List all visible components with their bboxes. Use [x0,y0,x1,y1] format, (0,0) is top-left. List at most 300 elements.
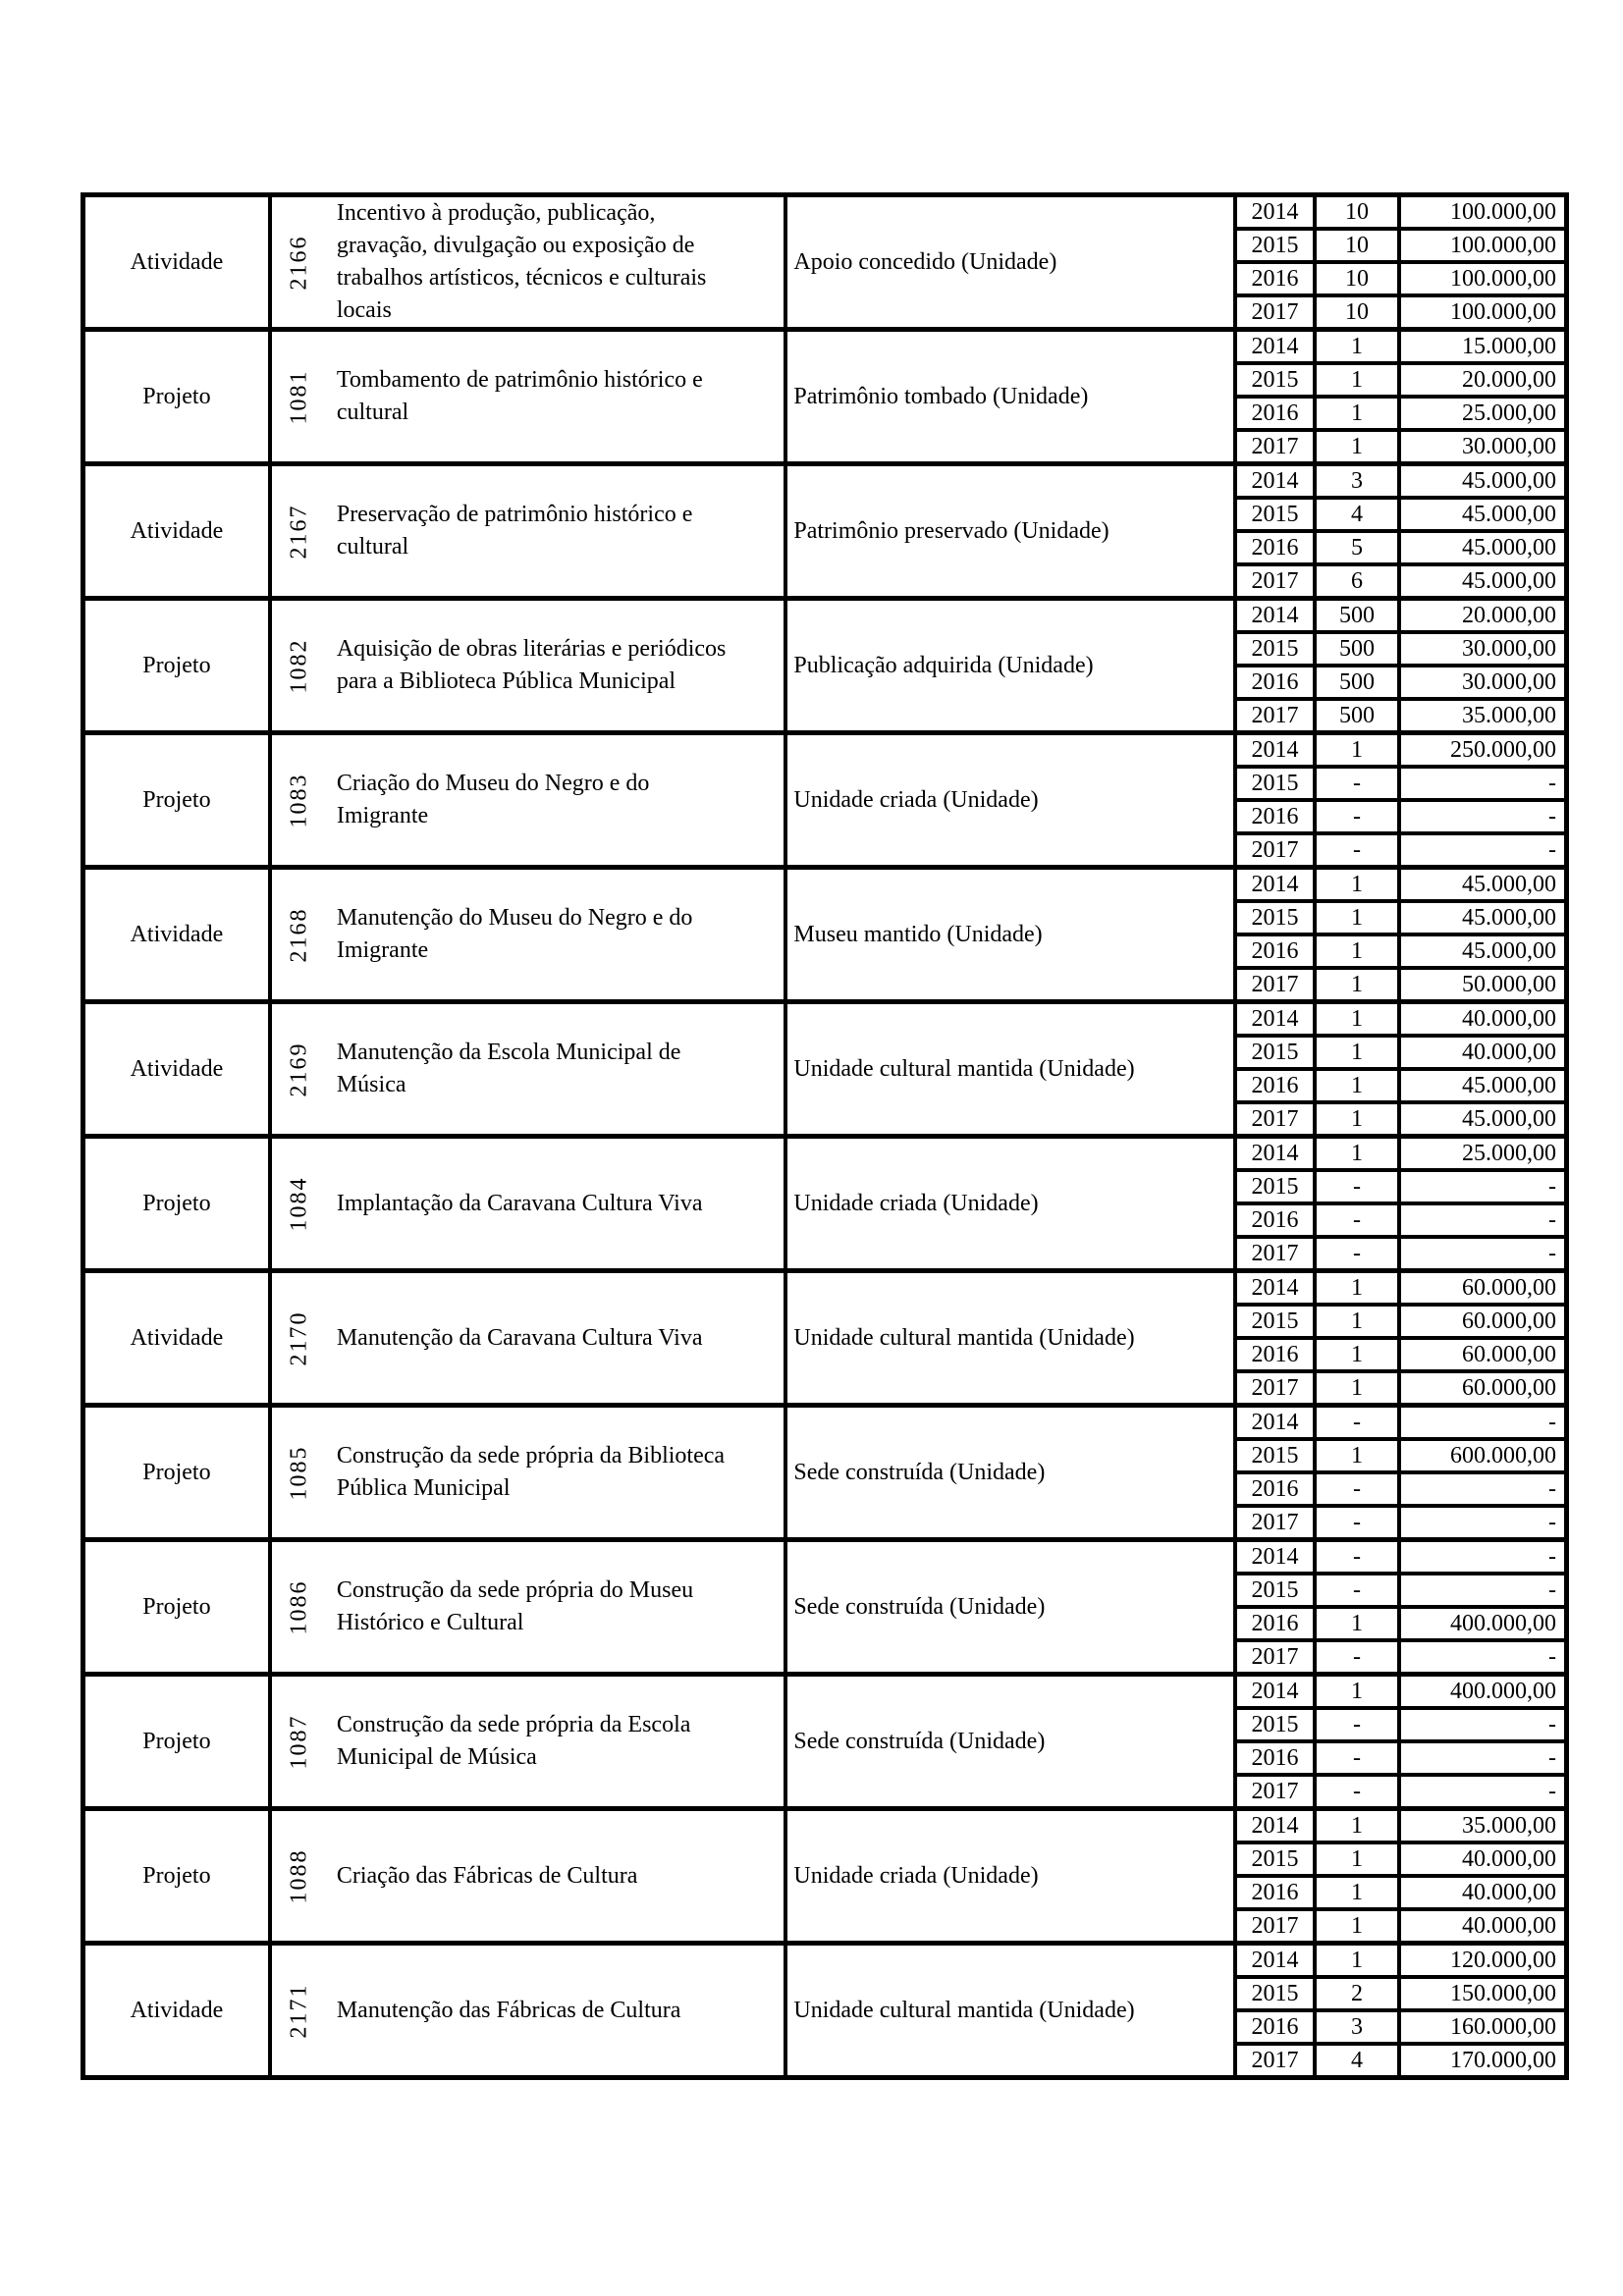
type-cell: Atividade [85,197,272,327]
description-line: gravação, divulgação ou exposição de [336,233,695,258]
year-subrow [1237,1811,1564,1844]
value-cell: 45.000,00 [1462,468,1556,494]
quantity-cell: - [1317,1642,1401,1672]
quantity-cell: 1 [1317,1911,1401,1941]
year-value-grid [1237,1408,1564,1537]
description-cell [327,1440,784,1505]
year-value-grid [1237,197,1564,327]
year-cell: 2016 [1237,533,1317,562]
code-description-cell [272,1408,788,1537]
description-cell [327,1709,784,1774]
quantity-cell: 1 [1317,1340,1401,1369]
table-row [85,1946,1564,2075]
value-cell: 400.000,00 [1450,1679,1556,1704]
action-code-text: 1081 [286,369,312,424]
description-line: Criação do Museu do Negro e do [336,771,650,796]
year-subrow [1237,264,1564,297]
quantity-cell: 500 [1317,667,1401,697]
description-line: Imigrante [336,803,429,828]
year-subrow [1237,1609,1564,1642]
description-line: Música [336,1072,406,1097]
year-cell: 2014 [1237,1811,1317,1841]
quantity-cell: 1 [1317,399,1401,428]
value-cell: - [1548,804,1556,829]
year-cell: 2017 [1237,1239,1317,1268]
year-subrow [1237,1542,1564,1575]
year-value-grid [1237,1542,1564,1672]
code-description-cell [272,1004,788,1134]
year-cell: 2016 [1237,2012,1317,2042]
description-line: Manutenção da Caravana Cultura Viva [336,1324,703,1351]
year-subrow [1237,1979,1564,2012]
description-line: Construção da sede própria do Museu [336,1577,694,1603]
code-description-cell [272,1139,788,1268]
year-cell: 2014 [1237,332,1317,361]
value-cell: 45.000,00 [1462,938,1556,964]
year-subrow [1237,1038,1564,1071]
year-subrow [1237,1677,1564,1710]
type-cell: Projeto [85,1139,272,1268]
quantity-cell: - [1317,1408,1401,1437]
type-cell: Projeto [85,1542,272,1672]
year-subrow [1237,769,1564,802]
code-description-cell [272,735,788,865]
table-row [85,1273,1564,1408]
value-cell: 170.000,00 [1450,2048,1556,2073]
description-line: Aquisição de obras literárias e periódicos [336,636,727,662]
quantity-cell: 1 [1317,1677,1401,1706]
year-cell: 2017 [1237,1508,1317,1537]
year-cell: 2015 [1237,634,1317,664]
description-cell [327,1037,784,1101]
value-cell: 50.000,00 [1462,972,1556,997]
description-line: para a Biblioteca Pública Municipal [336,668,676,694]
action-code-text: 1082 [286,638,312,693]
action-code [272,332,327,461]
year-subrow [1237,197,1564,231]
action-code-text: 2168 [286,907,312,962]
year-cell: 2016 [1237,1474,1317,1504]
description-line: Incentivo à produção, publicação, [336,200,656,226]
year-cell: 2016 [1237,1071,1317,1100]
indicator-cell: Publicação adquirida (Unidade) [787,601,1237,730]
type-cell: Projeto [85,332,272,461]
year-cell: 2014 [1237,870,1317,899]
year-subrow [1237,634,1564,667]
table-row [85,1004,1564,1139]
year-subrow [1237,500,1564,533]
year-value-grid [1237,735,1564,865]
year-subrow [1237,1474,1564,1508]
year-subrow [1237,1743,1564,1777]
year-value-grid [1237,1677,1564,1806]
year-subrow [1237,399,1564,432]
quantity-cell: 1 [1317,870,1401,899]
description-cell [327,1995,784,2027]
action-code [272,601,327,730]
table-row [85,1408,1564,1542]
quantity-cell: 5 [1317,533,1401,562]
description-cell [327,633,784,698]
year-subrow [1237,1172,1564,1205]
action-code-text: 1084 [286,1176,312,1231]
quantity-cell: 4 [1317,500,1401,529]
type-cell: Atividade [85,1273,272,1403]
value-cell: - [1548,1644,1556,1670]
year-cell: 2017 [1237,1777,1317,1806]
year-cell: 2015 [1237,1979,1317,2008]
year-subrow [1237,667,1564,701]
value-cell: 40.000,00 [1462,1880,1556,1905]
action-code-text: 1085 [286,1445,312,1500]
year-cell: 2015 [1237,1441,1317,1470]
code-description-cell [272,332,788,461]
action-code [272,1408,327,1537]
year-cell: 2015 [1237,1038,1317,1067]
value-cell: 100.000,00 [1450,199,1556,225]
value-cell: 60.000,00 [1462,1342,1556,1367]
indicator-cell: Sede construída (Unidade) [787,1677,1237,1806]
year-subrow [1237,1004,1564,1038]
action-code [272,197,327,327]
year-cell: 2015 [1237,1844,1317,1874]
year-cell: 2015 [1237,1710,1317,1739]
action-code-text: 1086 [286,1579,312,1634]
year-value-grid [1237,870,1564,999]
quantity-cell: - [1317,1172,1401,1201]
quantity-cell: 1 [1317,1071,1401,1100]
quantity-cell: - [1317,835,1401,865]
value-cell: 20.000,00 [1462,367,1556,393]
value-cell: - [1548,771,1556,796]
year-subrow [1237,2046,1564,2075]
year-cell: 2015 [1237,231,1317,260]
year-cell: 2015 [1237,1307,1317,1336]
quantity-cell: 6 [1317,566,1401,596]
year-cell: 2014 [1237,1408,1317,1437]
action-code [272,1004,327,1134]
indicator-cell: Apoio concedido (Unidade) [787,197,1237,327]
year-cell: 2014 [1237,1004,1317,1034]
quantity-cell: 1 [1317,332,1401,361]
table-row [85,601,1564,735]
year-cell: 2016 [1237,1743,1317,1773]
value-cell: 60.000,00 [1462,1275,1556,1301]
year-cell: 2014 [1237,735,1317,765]
year-value-grid [1237,1811,1564,1941]
year-cell: 2016 [1237,1609,1317,1638]
year-cell: 2014 [1237,601,1317,630]
quantity-cell: 1 [1317,1307,1401,1336]
year-cell: 2014 [1237,1139,1317,1168]
value-cell: - [1548,1174,1556,1200]
description-line: Implantação da Caravana Cultura Viva [336,1190,703,1216]
quantity-cell: - [1317,1474,1401,1504]
quantity-cell: 4 [1317,2046,1401,2075]
code-description-cell [272,1677,788,1806]
value-cell: 100.000,00 [1450,266,1556,292]
value-cell: 40.000,00 [1462,1040,1556,1065]
year-cell: 2017 [1237,1642,1317,1672]
description-line: Imigrante [336,937,429,963]
year-cell: 2016 [1237,399,1317,428]
value-cell: 45.000,00 [1462,1073,1556,1098]
value-cell: 600.000,00 [1450,1443,1556,1468]
indicator-cell: Unidade criada (Unidade) [787,1811,1237,1941]
year-cell: 2015 [1237,903,1317,933]
year-cell: 2016 [1237,264,1317,294]
indicator-cell: Unidade cultural mantida (Unidade) [787,1004,1237,1134]
value-cell: 25.000,00 [1462,400,1556,426]
value-cell: 15.000,00 [1462,334,1556,359]
quantity-cell: 500 [1317,601,1401,630]
year-subrow [1237,1340,1564,1373]
quantity-cell: - [1317,1710,1401,1739]
quantity-cell: 500 [1317,634,1401,664]
quantity-cell: 1 [1317,1373,1401,1403]
type-cell: Projeto [85,1408,272,1537]
quantity-cell: 10 [1317,264,1401,294]
type-cell: Projeto [85,1677,272,1806]
year-value-grid [1237,332,1564,461]
type-cell: Atividade [85,466,272,596]
year-cell: 2015 [1237,500,1317,529]
value-cell: 35.000,00 [1462,703,1556,728]
action-code-text: 1088 [286,1848,312,1903]
year-cell: 2017 [1237,1911,1317,1941]
action-code [272,1139,327,1268]
type-cell: Projeto [85,1811,272,1941]
quantity-cell: 3 [1317,2012,1401,2042]
action-code [272,1273,327,1403]
year-subrow [1237,1508,1564,1537]
year-value-grid [1237,1946,1564,2075]
action-code-text: 2170 [286,1310,312,1365]
year-subrow [1237,1946,1564,1979]
quantity-cell: 1 [1317,1139,1401,1168]
table-row [85,466,1564,601]
quantity-cell: 1 [1317,903,1401,933]
description-cell [327,1322,784,1355]
quantity-cell: 500 [1317,701,1401,730]
description-line: Tombamento de patrimônio histórico e [336,367,703,393]
year-subrow [1237,533,1564,566]
indicator-cell: Sede construída (Unidade) [787,1542,1237,1672]
action-code [272,870,327,999]
value-cell: 250.000,00 [1450,737,1556,763]
action-code-text: 1087 [286,1714,312,1769]
year-cell: 2014 [1237,1677,1317,1706]
year-value-grid [1237,1004,1564,1134]
year-cell: 2017 [1237,566,1317,596]
description-line: cultural [336,534,409,560]
indicator-cell: Unidade criada (Unidade) [787,735,1237,865]
year-subrow [1237,1205,1564,1239]
year-subrow [1237,1307,1564,1340]
year-cell: 2017 [1237,297,1317,327]
quantity-cell: 10 [1317,297,1401,327]
year-subrow [1237,701,1564,730]
year-subrow [1237,1878,1564,1911]
year-cell: 2017 [1237,432,1317,461]
value-cell: 160.000,00 [1450,2014,1556,2040]
value-cell: 40.000,00 [1462,1006,1556,1032]
year-subrow [1237,1844,1564,1878]
type-cell: Atividade [85,1004,272,1134]
value-cell: - [1548,1712,1556,1737]
quantity-cell: 1 [1317,1004,1401,1034]
action-code-text: 2166 [286,235,312,290]
quantity-cell: - [1317,1542,1401,1572]
value-cell: - [1548,1577,1556,1603]
description-line: trabalhos artísticos, técnicos e culturais [336,265,707,291]
value-cell: 35.000,00 [1462,1813,1556,1839]
value-cell: 60.000,00 [1462,1308,1556,1334]
year-subrow [1237,1575,1564,1609]
budget-actions-table [81,192,1569,2080]
quantity-cell: 1 [1317,1811,1401,1841]
quantity-cell: 1 [1317,365,1401,395]
description-line: Manutenção do Museu do Negro e do [336,905,693,931]
type-cell: Projeto [85,735,272,865]
quantity-cell: 1 [1317,1038,1401,1067]
table-row [85,735,1564,870]
year-value-grid [1237,1139,1564,1268]
year-cell: 2016 [1237,1340,1317,1369]
description-cell [327,197,784,327]
year-cell: 2015 [1237,1172,1317,1201]
quantity-cell: - [1317,802,1401,831]
value-cell: 120.000,00 [1450,1948,1556,1973]
year-subrow [1237,735,1564,769]
indicator-cell: Patrimônio tombado (Unidade) [787,332,1237,461]
code-description-cell [272,197,788,327]
value-cell: - [1548,1241,1556,1266]
quantity-cell: 1 [1317,936,1401,966]
quantity-cell: 2 [1317,1979,1401,2008]
table-row [85,1811,1564,1946]
type-cell: Atividade [85,1946,272,2075]
quantity-cell: - [1317,769,1401,798]
description-cell [327,364,784,429]
year-cell: 2017 [1237,2046,1317,2075]
value-cell: 30.000,00 [1462,669,1556,695]
year-cell: 2014 [1237,197,1317,227]
year-cell: 2016 [1237,802,1317,831]
year-subrow [1237,936,1564,970]
year-subrow [1237,835,1564,865]
year-subrow [1237,903,1564,936]
indicator-cell: Unidade cultural mantida (Unidade) [787,1946,1237,2075]
quantity-cell: - [1317,1575,1401,1605]
year-subrow [1237,332,1564,365]
year-cell: 2016 [1237,1878,1317,1907]
year-value-grid [1237,601,1564,730]
year-cell: 2014 [1237,1273,1317,1303]
year-subrow [1237,601,1564,634]
year-cell: 2017 [1237,701,1317,730]
value-cell: 45.000,00 [1462,1106,1556,1132]
value-cell: - [1548,1779,1556,1804]
quantity-cell: 10 [1317,231,1401,260]
description-line: Manutenção das Fábricas de Cultura [336,1997,681,2023]
action-code [272,1811,327,1941]
description-line: Histórico e Cultural [336,1610,524,1635]
value-cell: 45.000,00 [1462,502,1556,527]
year-subrow [1237,1071,1564,1104]
action-code-text: 2167 [286,504,312,559]
quantity-cell: 3 [1317,466,1401,496]
table-row [85,870,1564,1004]
year-subrow [1237,466,1564,500]
value-cell: 20.000,00 [1462,603,1556,628]
year-cell: 2014 [1237,1946,1317,1975]
description-line: Criação das Fábricas de Cultura [336,1862,638,1889]
action-code [272,1677,327,1806]
value-cell: 45.000,00 [1462,568,1556,594]
table-row [85,197,1564,332]
description-line: Pública Municipal [336,1475,511,1501]
value-cell: - [1548,1745,1556,1771]
table-row [85,1139,1564,1273]
year-cell: 2017 [1237,1104,1317,1134]
indicator-cell: Sede construída (Unidade) [787,1408,1237,1537]
action-code-text: 2169 [286,1041,312,1096]
value-cell: 25.000,00 [1462,1141,1556,1166]
year-cell: 2017 [1237,970,1317,999]
value-cell: 30.000,00 [1462,434,1556,459]
year-subrow [1237,1710,1564,1743]
year-subrow [1237,1408,1564,1441]
value-cell: 30.000,00 [1462,636,1556,662]
year-cell: 2014 [1237,1542,1317,1572]
quantity-cell: 1 [1317,970,1401,999]
indicator-cell: Unidade cultural mantida (Unidade) [787,1273,1237,1403]
quantity-cell: 1 [1317,735,1401,765]
code-description-cell [272,1946,788,2075]
year-subrow [1237,970,1564,999]
description-cell [327,1188,784,1220]
year-subrow [1237,1373,1564,1403]
code-description-cell [272,870,788,999]
year-cell: 2015 [1237,769,1317,798]
value-cell: - [1548,1410,1556,1435]
year-cell: 2015 [1237,1575,1317,1605]
value-cell: 60.000,00 [1462,1375,1556,1401]
value-cell: 45.000,00 [1462,905,1556,931]
year-subrow [1237,1441,1564,1474]
year-subrow [1237,297,1564,327]
value-cell: 40.000,00 [1462,1846,1556,1872]
action-code [272,735,327,865]
quantity-cell: 1 [1317,1844,1401,1874]
year-cell: 2016 [1237,1205,1317,1235]
year-cell: 2017 [1237,835,1317,865]
year-value-grid [1237,1273,1564,1403]
year-cell: 2016 [1237,667,1317,697]
year-subrow [1237,1139,1564,1172]
indicator-cell: Patrimônio preservado (Unidade) [787,466,1237,596]
value-cell: - [1548,1510,1556,1535]
description-line: locais [336,297,392,323]
year-subrow [1237,2012,1564,2046]
year-subrow [1237,1777,1564,1806]
year-cell: 2017 [1237,1373,1317,1403]
code-description-cell [272,1542,788,1672]
description-cell [327,1860,784,1893]
description-line: Construção da sede própria da Escola [336,1712,691,1737]
type-cell: Projeto [85,601,272,730]
